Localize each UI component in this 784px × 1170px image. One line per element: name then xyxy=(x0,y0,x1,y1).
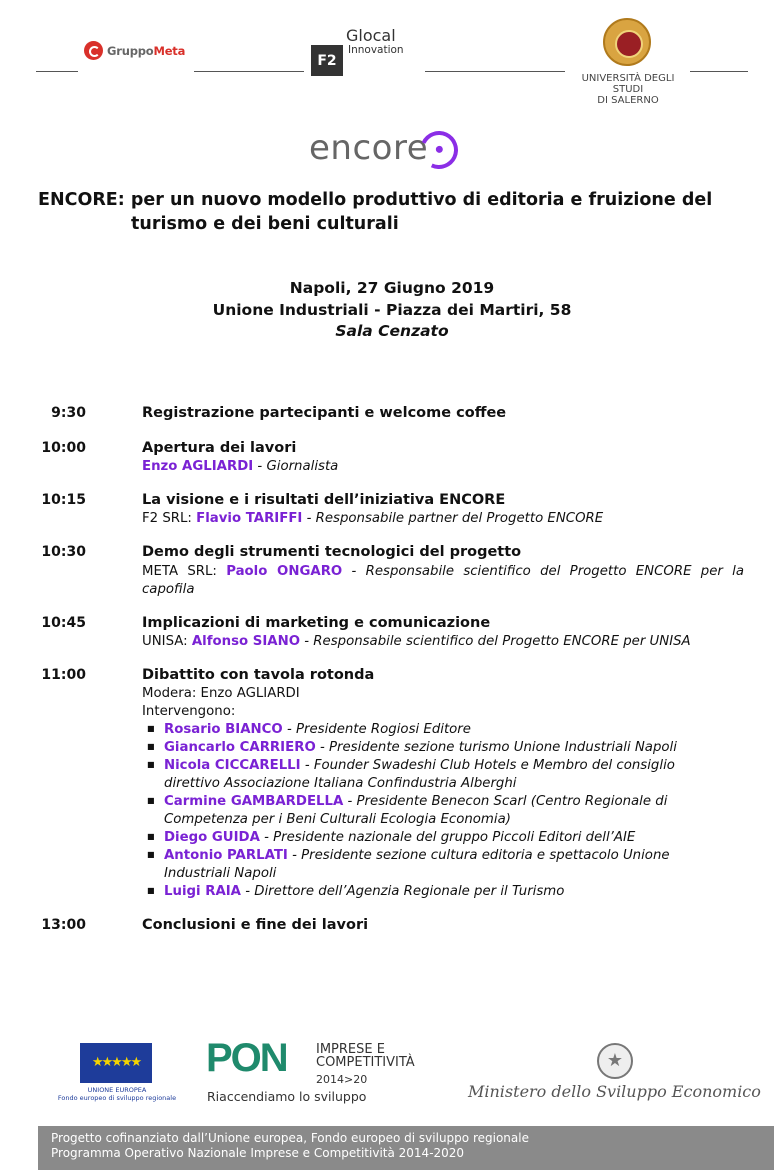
panelist-role-cont: Industriali Napoli xyxy=(164,866,277,881)
pon-logo-text: IMPRESE E COMPETITIVITÀ xyxy=(316,1042,415,1070)
bullet-icon: ■ xyxy=(147,742,155,751)
panelist: Antonio PARLATI - Presidente sezione cultura editoria e spettacolo Unione xyxy=(164,848,670,863)
panelist: Diego GUIDA - Presidente nazionale del gruppo Piccoli Editori dell’AIE xyxy=(164,830,636,845)
eu-flag-icon: ★★★★★ xyxy=(80,1043,152,1083)
agenda-title: Demo degli strumenti tecnologici del progetto xyxy=(142,544,522,560)
unisa-logo-text: UNIVERSITÀ DEGLI STUDI DI SALERNO xyxy=(581,73,675,106)
agenda-title: La visione e i risultati dell’iniziativa ENCORE xyxy=(142,492,506,508)
bullet-icon: ■ xyxy=(147,886,155,895)
footer-banner: Progetto cofinanziato dall’Unione europea, Fondo europeo di sviluppo regionale Programma Operativo Nazionale Imprese e Competitività 2014-2020 xyxy=(38,1126,774,1170)
agenda-speaker-line: F2 SRL: Flavio TARIFFI - Responsabile partner del Progetto ENCORE xyxy=(142,511,604,526)
agenda-time: 10:00 xyxy=(41,440,86,456)
encore-logo: encore xyxy=(309,127,458,169)
pon-logo: PON xyxy=(206,1036,287,1080)
speaker-name: Enzo AGLIARDI xyxy=(142,459,254,474)
header-rule xyxy=(36,71,78,72)
speaker-name: Alfonso SIANO xyxy=(191,634,301,649)
panelist: Nicola CICCARELLI - Founder Swadeshi Club Hotels e Membro del consiglio xyxy=(164,758,675,773)
innovation-logo-text: Innovation xyxy=(348,44,404,56)
panelist-role-cont: Competenza per i Beni Culturali Ecologia Economia) xyxy=(164,812,511,827)
page-title: ENCORE: per un nuovo modello produttivo di editoria e fruizione del turismo e dei beni culturali xyxy=(38,190,713,234)
agenda-speaker-line: META SRL: Paolo ONGARO - Responsabile scientifico del Progetto ENCORE per la capofila xyxy=(142,564,744,597)
intervene-label: Intervengono: xyxy=(142,704,236,719)
moderator-line: Modera: Enzo AGLIARDI xyxy=(142,686,300,701)
gruppo-meta-icon xyxy=(84,41,103,60)
gruppo-meta-logo: GruppoMeta xyxy=(84,41,185,60)
glocal-logo-text: Glocal xyxy=(346,26,396,45)
f2-logo: F2 xyxy=(311,45,343,76)
speaker-name: Flavio TARIFFI xyxy=(196,511,303,526)
bullet-icon: ■ xyxy=(147,724,155,733)
agenda-time: 10:45 xyxy=(41,615,86,631)
header-rule xyxy=(425,71,565,72)
agenda-time: 10:15 xyxy=(41,492,86,508)
agenda-time: 13:00 xyxy=(41,917,86,933)
bullet-icon: ■ xyxy=(147,796,155,805)
agenda-title: Implicazioni di marketing e comunicazione xyxy=(142,615,491,631)
bullet-icon: ■ xyxy=(147,760,155,769)
panelist: Luigi RAIA - Direttore dell’Agenzia Regionale per il Turismo xyxy=(164,884,565,899)
unisa-seal-icon xyxy=(603,18,651,66)
event-room: Sala Cenzato xyxy=(335,322,449,340)
panelist: Carmine GAMBARDELLA - Presidente Benecon Scarl (Centro Regionale di xyxy=(164,794,668,809)
header-rule xyxy=(194,71,304,72)
event-place: Unione Industriali - Piazza dei Martiri, 58 xyxy=(212,301,572,319)
agenda-speaker-line: UNISA: Alfonso SIANO - Responsabile scientifico del Progetto ENCORE per UNISA xyxy=(142,634,691,649)
agenda-title: Apertura dei lavori xyxy=(142,440,297,456)
ministero-logo-text: Ministero dello Sviluppo Economico xyxy=(468,1082,761,1101)
panelist: Giancarlo CARRIERO - Presidente sezione turismo Unione Industriali Napoli xyxy=(164,740,677,755)
agenda-title: Registrazione partecipanti e welcome coffee xyxy=(142,405,507,421)
agenda-time: 10:30 xyxy=(41,544,86,560)
speaker-name: Paolo ONGARO xyxy=(226,564,343,579)
bullet-icon: ■ xyxy=(147,832,155,841)
header-rule xyxy=(690,71,748,72)
agenda-time: 11:00 xyxy=(41,667,86,683)
panelist: Rosario BIANCO - Presidente Rogiosi Editore xyxy=(164,722,471,737)
pon-years: 2014>20 xyxy=(316,1073,368,1086)
agenda-speaker-line: Enzo AGLIARDI - Giornalista xyxy=(142,459,339,474)
pon-tagline: Riaccendiamo lo sviluppo xyxy=(207,1089,367,1104)
agenda-title: Conclusioni e fine dei lavori xyxy=(142,917,369,933)
agenda-title: Dibattito con tavola rotonda xyxy=(142,667,375,683)
event-date: Napoli, 27 Giugno 2019 xyxy=(289,279,495,297)
eu-logo-text: UNIONE EUROPEA Fondo europeo di sviluppo regionale xyxy=(57,1086,177,1102)
panelist-role-cont: direttivo Associazione Italiana Confindustria Alberghi xyxy=(164,776,517,791)
italian-emblem-icon: ★ xyxy=(597,1043,633,1079)
bullet-icon: ■ xyxy=(147,850,155,859)
agenda-time: 9:30 xyxy=(51,405,86,421)
